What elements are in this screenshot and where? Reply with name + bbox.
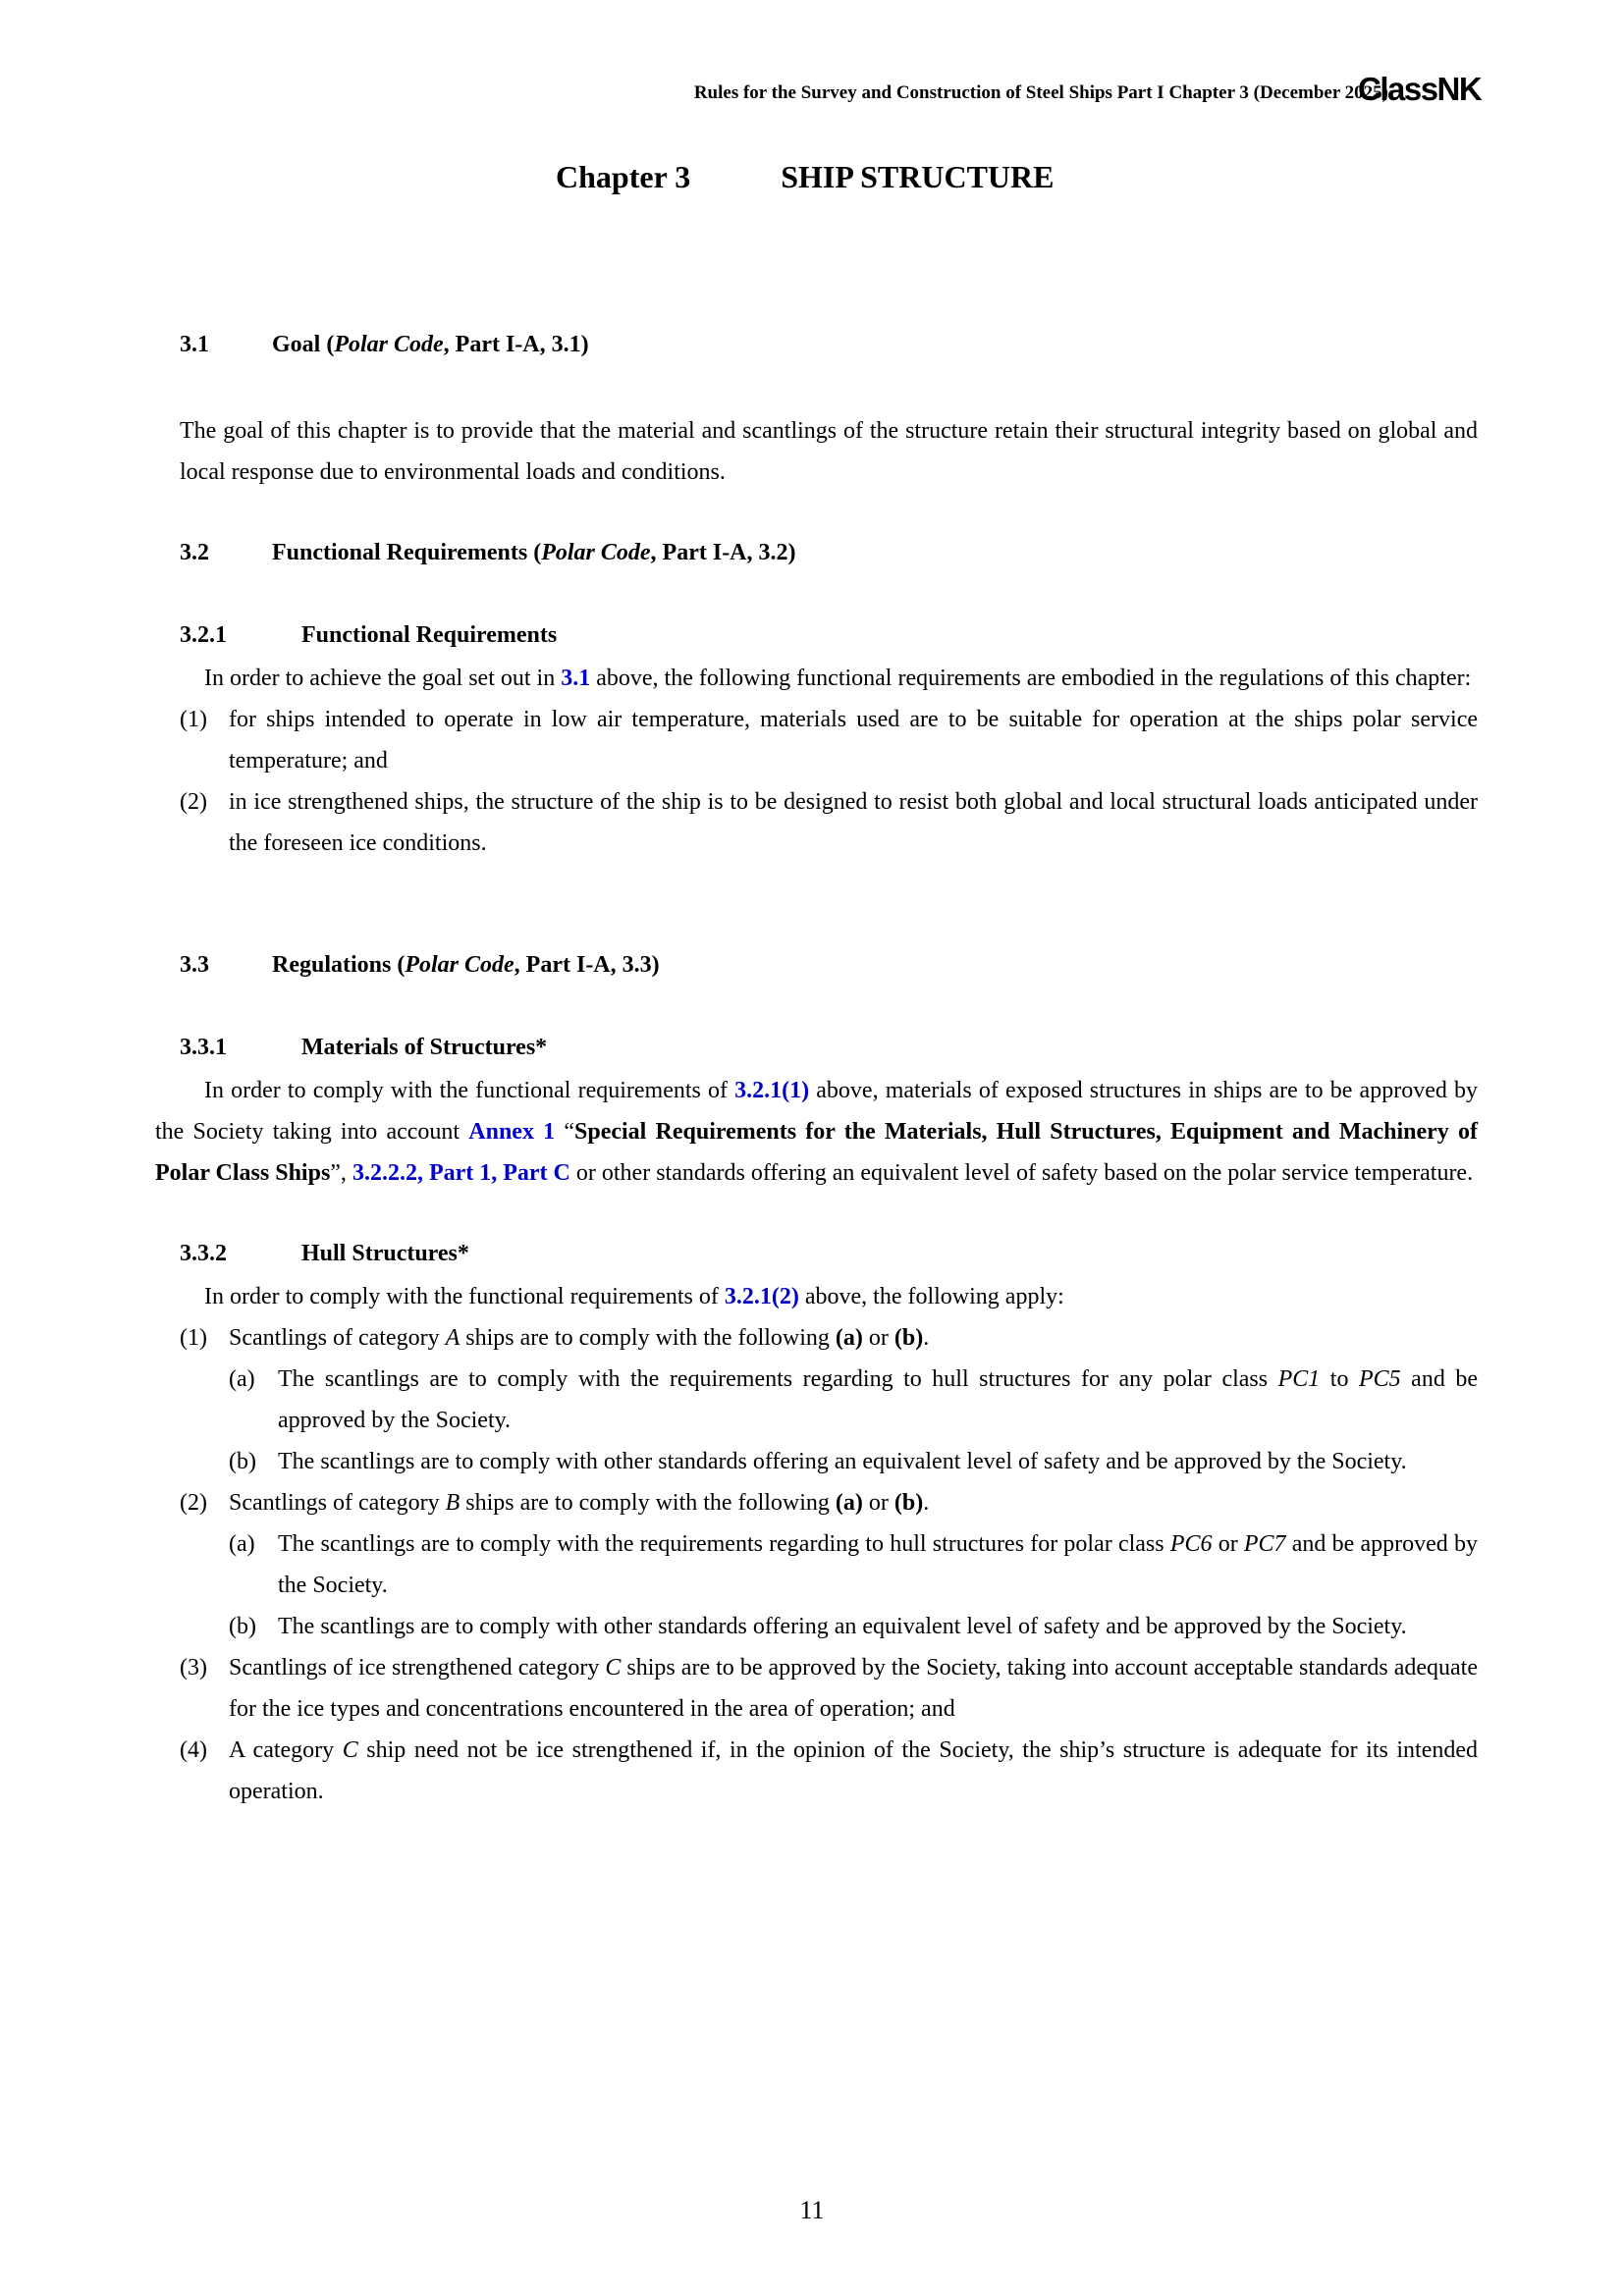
classnk-logo: ClassNK: [1358, 71, 1482, 107]
ref-3-2-1-1-link[interactable]: 3.2.1(1): [734, 1078, 810, 1103]
sub-list-item: (a) The scantlings are to comply with the requirements regarding to hull structures for polar class PC6 or PC7 and be approved by the Society.: [229, 1531, 1478, 1598]
section-3-2-heading: 3.2 Functional Requirements (Polar Code, Part I-A, 3.2): [180, 540, 796, 565]
ref-3-2-2-2-link[interactable]: 3.2.2.2, Part 1, Part C: [352, 1160, 570, 1186]
section-3-3-1-body: In order to comply with the functional requirements of 3.2.1(1) above, materials of exposed structures in ships are to be approved by the Society taking into account Annex 1 “Special Requirements for the Materials, Hull Structures, Equipment and Machinery of Polar Class Ships”, 3.2.2.2, Part 1, Part C or other standards offering an equivalent level of safety based on the polar service temperature.: [155, 1078, 1479, 1186]
sub-list-item: (b) The scantlings are to comply with other standards offering an equivalent level of safety and be approved by the Society.: [229, 1614, 1407, 1639]
sub-list-item: (a) The scantlings are to comply with the requirements regarding to hull structures for any polar class PC1 to PC5 and be approved by the Society.: [229, 1366, 1478, 1433]
section-3-2-1-heading: 3.2.1 Functional Requirements: [180, 622, 558, 648]
section-3-3-heading: 3.3 Regulations (Polar Code, Part I-A, 3.3): [180, 952, 660, 978]
running-header: Rules for the Survey and Construction of Steel Ships Part I Chapter 3 (December 2025): [693, 82, 1388, 103]
intro-paragraph: In order to achieve the goal set out in 3.1 above, the following functional requirements are embodied in the regulations of this chapter:: [204, 666, 1472, 691]
list-item: (2) in ice strengthened ships, the structure of the ship is to be designed to resist both global and local structural loads anticipated under the foreseen ice conditions.: [180, 789, 1478, 856]
list-item: (3) Scantlings of ice strengthened category C ships are to be approved by the Society, taking into account acceptable standards adequate for the ice types and concentrations encountered in the area of operation; and: [180, 1655, 1478, 1722]
section-3-1-body: The goal of this chapter is to provide that the material and scantlings of the structure retain their structural integrity based on global and local response due to environmental loads and conditions.: [180, 418, 1478, 485]
list-item: (2) Scantlings of category B ships are to comply with the following (a) or (b).: [180, 1490, 930, 1516]
chapter-number: Chapter 3: [556, 159, 691, 194]
ref-3-2-1-2-link[interactable]: 3.2.1(2): [724, 1284, 799, 1309]
list-item: (1) for ships intended to operate in low air temperature, materials used are to be suitable for operation at the ships polar service temperature; and: [180, 707, 1478, 774]
list-item: (1) Scantlings of category A ships are to comply with the following (a) or (b).: [180, 1325, 930, 1351]
page-number: 11: [799, 2196, 825, 2224]
sub-list-item: (b) The scantlings are to comply with other standards offering an equivalent level of safety and be approved by the Society.: [229, 1449, 1407, 1474]
section-3-3-2-heading: 3.3.2 Hull Structures*: [180, 1241, 469, 1266]
chapter-title: SHIP STRUCTURE: [781, 159, 1055, 194]
section-3-2-1-body: [155, 658, 1478, 864]
chapter-heading: [556, 159, 1054, 195]
ref-annex-1-link[interactable]: Annex 1: [468, 1119, 556, 1145]
section-3-3-1-heading: 3.3.1 Materials of Structures*: [180, 1035, 548, 1060]
section-3-3-2-body: In order to comply with the functional requirements of 3.2.1(2) above, the following apply: (1) Scantlings of category A ships are to comply with the following (a) or (b). (a) The scantlings are to comply with the requirements regarding to hull structures for any polar class PC1 to PC5 and be approved by the Society. (b) The scantlings are to comply with other standards offering an equivalent level of safety and be approved by the Society. (2) Scantlings of category B ships are to comply with the following (a) or (b). (a) The scantlings are to comply with the requirements regarding to hull structures for polar class PC6 or PC7 and be approved by the Society. (b) The scantlings are to comply with other standards offering an equivalent level of safety and be approved by the Society. (3) Scantlings of ice strengthened category C ships are to be approved by the Society, taking into account acceptable standards adequate for the ice types and concentrations encountered in the area of operation; and (4) A category C ship need not be ice strengthened if, in the opinion of the Society, the ship’s structure is adequate for its intended operation.: [155, 1276, 1478, 1812]
section-3-1-heading: 3.1 Goal (Polar Code, Part I-A, 3.1): [180, 332, 589, 357]
list-item: (4) A category C ship need not be ice strengthened if, in the opinion of the Society, the ship’s structure is adequate for its intended operation.: [180, 1737, 1479, 1804]
ref-3-1-link[interactable]: 3.1: [561, 666, 591, 691]
